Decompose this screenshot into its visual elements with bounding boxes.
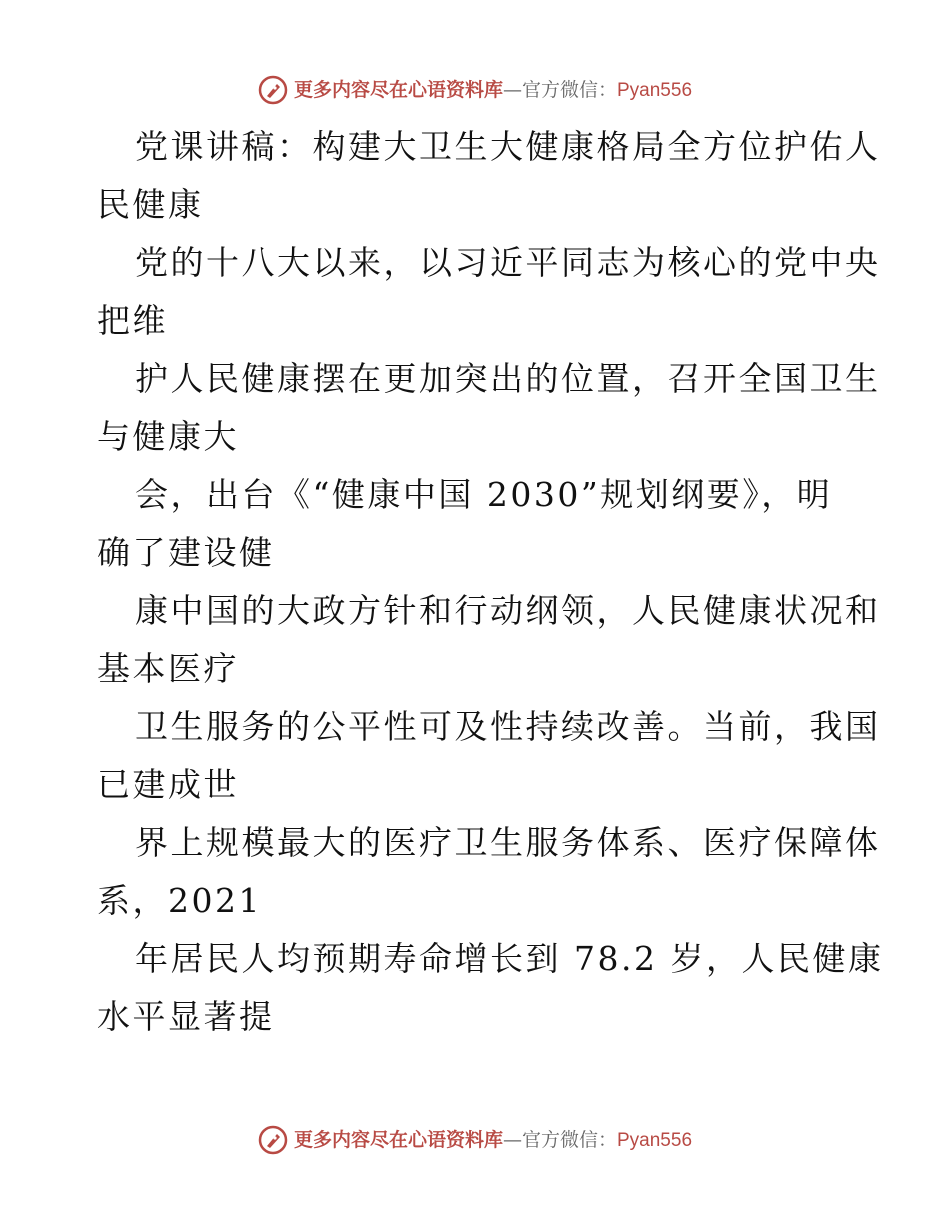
paragraph-line: 年居民人均预期寿命增长到 78.2 岁，人民健康 (135, 939, 884, 978)
paragraph-line: 系，2021 (97, 881, 262, 920)
banner-dash: — (502, 1128, 522, 1151)
banner-wechat-id: Pyan556 (617, 1129, 693, 1151)
paragraph-line: 把维 (97, 301, 168, 340)
paragraph-line: 已建成世 (97, 765, 239, 804)
header-banner (0, 68, 950, 112)
banner-official-label: 官方微信： (521, 1128, 617, 1151)
document-body (97, 118, 884, 1046)
banner-text (294, 68, 692, 113)
paragraph-line: 水平显著提 (97, 997, 275, 1036)
pen-nib-logo-icon (258, 75, 288, 105)
banner-dash: — (502, 78, 522, 101)
banner-official-label: 官方微信： (521, 78, 617, 101)
title-line-1: 党课讲稿：构建大卫生大健康格局全方位护佑人 (135, 127, 881, 166)
paragraph-line: 党的十八大以来，以习近平同志为核心的党中央 (135, 243, 881, 282)
banner-site-name: 更多内容尽在心语资料库 (293, 1128, 503, 1151)
banner-wechat-id: Pyan556 (617, 79, 693, 101)
paragraph-line: 康中国的大政方针和行动纲领，人民健康状况和 (135, 591, 881, 630)
paragraph-line: 护人民健康摆在更加突出的位置，召开全国卫生 (135, 359, 881, 398)
paragraph-line: 卫生服务的公平性可及性持续改善。当前，我国 (135, 707, 881, 746)
pen-nib-logo-icon (258, 1125, 288, 1155)
paragraph-line: 确了建设健 (97, 533, 275, 572)
paragraph-line: 与健康大 (97, 417, 239, 456)
paragraph-line: 会，出台《“健康中国 2030”规划纲要》，明 (135, 475, 833, 514)
paragraph-line: 界上规模最大的医疗卫生服务体系、医疗保障体 (135, 823, 881, 862)
title-line-2: 民健康 (97, 185, 204, 224)
banner-site-name: 更多内容尽在心语资料库 (293, 78, 503, 101)
footer-banner (0, 1118, 950, 1162)
paragraph-line: 基本医疗 (97, 649, 239, 688)
banner-text (294, 1118, 692, 1163)
